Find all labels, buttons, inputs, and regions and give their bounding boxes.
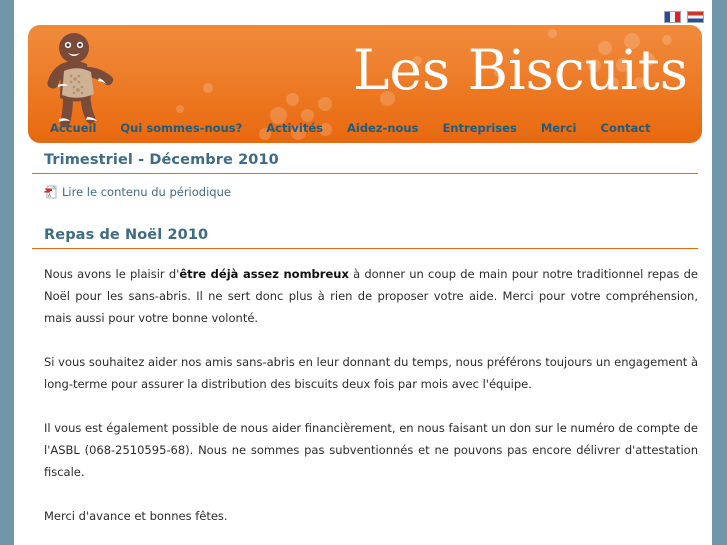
decor-dot bbox=[203, 83, 213, 93]
flag-france-icon[interactable] bbox=[664, 11, 681, 23]
section-spacer bbox=[32, 199, 698, 227]
paragraph-1-emphasis: être déjà assez nombreux bbox=[179, 267, 349, 281]
paragraph-1-part-b: à donner un coup de main pour notre traditionnel repas de Noël pour les sans-abris. Il ne sert donc plus à rien de proposer votre aide. Merci pour votre compréhension, mais aussi pour votre bonne volonté. bbox=[44, 267, 698, 325]
paragraph-2: Si vous souhaitez aider nos amis sans-abris en leur donnant du temps, nous préférons toujours un engagement à long-terme pour assurer la distribution des biscuits deux fois par mois avec l'équipe. bbox=[44, 355, 699, 391]
main-navigation bbox=[28, 117, 702, 139]
gingerbread-man-mascot bbox=[44, 29, 136, 129]
decor-dot bbox=[318, 97, 332, 111]
section-title-trimestriel: Trimestriel - Décembre 2010 bbox=[32, 152, 698, 174]
svg-text:A: A bbox=[48, 193, 51, 198]
nav-item-aidez-nous[interactable]: Aidez-nous bbox=[346, 121, 419, 135]
nav-item-qui-sommes-nous[interactable]: Qui sommes-nous? bbox=[120, 121, 243, 135]
language-switcher bbox=[664, 11, 704, 23]
decor-dot bbox=[176, 105, 184, 113]
nav-item-entreprises[interactable]: Entreprises bbox=[442, 121, 517, 135]
nav-item-merci[interactable]: Merci bbox=[540, 121, 577, 135]
section-title-repas-noel: Repas de Noël 2010 bbox=[32, 227, 698, 249]
pdf-link-row bbox=[44, 185, 698, 199]
flag-netherlands-icon[interactable] bbox=[687, 11, 704, 23]
nav-item-contact[interactable]: Contact bbox=[600, 121, 651, 135]
decor-dot bbox=[548, 29, 557, 38]
paragraph-spacer bbox=[32, 249, 698, 263]
paragraph-1-part-a: Nous avons le plaisir d' bbox=[44, 267, 180, 281]
nav-item-activites[interactable]: Activités bbox=[266, 121, 323, 135]
page-container bbox=[14, 0, 712, 545]
site-banner bbox=[28, 25, 702, 143]
paragraph-1 bbox=[44, 263, 698, 329]
decor-dot bbox=[286, 93, 299, 106]
pdf-file-icon bbox=[44, 185, 58, 199]
pdf-link-periodique[interactable]: Lire le contenu du périodique bbox=[62, 185, 231, 199]
main-content bbox=[32, 152, 698, 527]
nav-item-accueil[interactable]: Accueil bbox=[50, 121, 97, 135]
paragraph-4: Merci d'avance et bonnes fêtes. bbox=[44, 509, 228, 523]
site-title: Les Biscuits bbox=[352, 38, 688, 102]
paragraph-3: Il vous est également possible de nous aider financièrement, en nous faisant un don sur le numéro de compte de l'ASBL (068-2510595-68). Nous ne sommes pas subventionnés et ne pouvons pas encore délivrer d'attestation fiscale. bbox=[44, 421, 698, 479]
